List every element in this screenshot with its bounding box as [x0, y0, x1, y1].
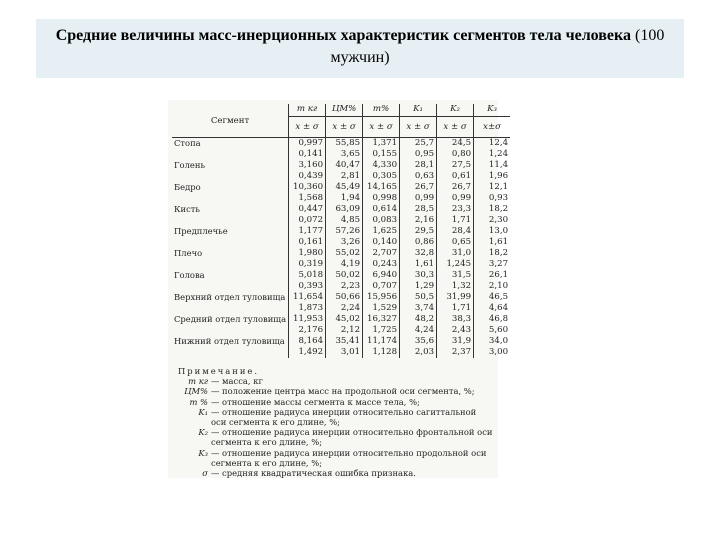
- table-cell: 1,873: [289, 303, 326, 314]
- table-cell: 35,6: [400, 336, 437, 347]
- table-cell: 0,93: [474, 193, 511, 204]
- table-cell: 2,30: [474, 215, 511, 226]
- table-cell: 5,60: [474, 325, 511, 336]
- table-cell: 40,47: [326, 160, 363, 171]
- table-row: [172, 314, 510, 325]
- table-cell: 55,02: [326, 248, 363, 259]
- table-row: [172, 193, 510, 204]
- segment-label: [172, 215, 289, 226]
- table-cell: 26,7: [400, 182, 437, 193]
- table-cell: 5,018: [289, 270, 326, 281]
- segment-label: [172, 325, 289, 336]
- table-cell: 3,00: [474, 347, 511, 358]
- column-header: K₃: [474, 104, 511, 117]
- table-row: [172, 138, 510, 150]
- table-cell: 1,529: [363, 303, 400, 314]
- table-row: [172, 204, 510, 215]
- table-cell: 46,5: [474, 292, 511, 303]
- stat-label: x ± σ: [400, 117, 437, 138]
- note-key: m кг: [188, 376, 208, 387]
- slide-title-bold: Средние величины масс-инерционных характеристик сегментов тела человека: [55, 27, 631, 44]
- table-cell: 3,27: [474, 259, 511, 270]
- table-cell: 26,1: [474, 270, 511, 281]
- table-cell: 1,61: [474, 237, 511, 248]
- segment-label: [172, 171, 289, 182]
- note-key: σ: [202, 468, 208, 479]
- table-cell: 1,371: [363, 138, 400, 150]
- notes-heading: Примечание.: [178, 366, 260, 376]
- table-row: [172, 347, 510, 358]
- table-cell: 24,5: [437, 138, 474, 150]
- segment-label: Верхний отдел туловища: [174, 292, 286, 302]
- slide-title: [36, 19, 684, 78]
- note-key: ЦМ%: [184, 386, 208, 397]
- table-cell: 1,128: [363, 347, 400, 358]
- table-cell: 50,66: [326, 292, 363, 303]
- table-row: [172, 149, 510, 160]
- inertia-table: [172, 104, 510, 358]
- table-cell: 1,94: [326, 193, 363, 204]
- table-cell: 38,3: [437, 314, 474, 325]
- table-cell: 1,177: [289, 226, 326, 237]
- table-cell: 8,164: [289, 336, 326, 347]
- table-cell: 57,26: [326, 226, 363, 237]
- table-cell: 45,49: [326, 182, 363, 193]
- stat-label: x ± σ: [289, 117, 326, 138]
- table-cell: 0,61: [437, 171, 474, 182]
- table-row: [172, 171, 510, 182]
- table-cell: 1,980: [289, 248, 326, 259]
- table-cell: 13,0: [474, 226, 511, 237]
- table-cell: 46,8: [474, 314, 511, 325]
- table-cell: 2,176: [289, 325, 326, 336]
- table-cell: 35,41: [326, 336, 363, 347]
- table-cell: 0,95: [400, 149, 437, 160]
- segment-label: [172, 281, 289, 292]
- table-cell: 0,86: [400, 237, 437, 248]
- table-cell: 2,16: [400, 215, 437, 226]
- table-cell: 11,4: [474, 160, 511, 171]
- table-cell: 0,997: [289, 138, 326, 150]
- table-cell: 2,43: [437, 325, 474, 336]
- segment-label: [172, 193, 289, 204]
- table-cell: 2,12: [326, 325, 363, 336]
- table-cell: 0,072: [289, 215, 326, 226]
- table-cell: 4,85: [326, 215, 363, 226]
- table-cell: 1,61: [400, 259, 437, 270]
- table-cell: 3,26: [326, 237, 363, 248]
- table-cell: 10,360: [289, 182, 326, 193]
- table-row: [172, 226, 510, 237]
- segment-label: Бедро: [174, 182, 201, 192]
- table-cell: 0,65: [437, 237, 474, 248]
- table-cell: 1,725: [363, 325, 400, 336]
- table-cell: 4,64: [474, 303, 511, 314]
- table-cell: 0,155: [363, 149, 400, 160]
- table-cell: 4,19: [326, 259, 363, 270]
- note-text: — средняя квадратическая ошибка признака.: [211, 468, 416, 479]
- segment-label: [172, 347, 289, 358]
- note-text: — отношение радиуса инерции относительно сагиттальной оси сегмента к его длине, %;: [211, 406, 477, 428]
- table-cell: 45,02: [326, 314, 363, 325]
- segment-label: [172, 303, 289, 314]
- table-cell: 4,330: [363, 160, 400, 171]
- table-cell: 0,393: [289, 281, 326, 292]
- table-cell: 11,174: [363, 336, 400, 347]
- table-cell: 15,956: [363, 292, 400, 303]
- note-text: — масса, кг: [211, 376, 263, 387]
- table-row: [172, 215, 510, 226]
- table-row: [172, 303, 510, 314]
- table-cell: 1,492: [289, 347, 326, 358]
- segment-label: Средний отдел туловища: [174, 314, 287, 324]
- stat-label: x ± σ: [363, 117, 400, 138]
- note-item: [174, 468, 494, 478]
- table-cell: 0,439: [289, 171, 326, 182]
- notes-list: [174, 376, 494, 478]
- table-cell: 0,80: [437, 149, 474, 160]
- slide-title-normal: (100 мужчин): [330, 27, 665, 66]
- table-cell: 6,940: [363, 270, 400, 281]
- table-cell: 16,327: [363, 314, 400, 325]
- table-cell: 55,85: [326, 138, 363, 150]
- table-cell: 50,02: [326, 270, 363, 281]
- table-cell: 25,7: [400, 138, 437, 150]
- table-cell: 1,245: [437, 259, 474, 270]
- table-cell: 0,63: [400, 171, 437, 182]
- table-cell: 50,5: [400, 292, 437, 303]
- table-cell: 3,65: [326, 149, 363, 160]
- column-header: m кг: [289, 104, 326, 117]
- table-cell: 4,24: [400, 325, 437, 336]
- table-cell: 1,568: [289, 193, 326, 204]
- table-cell: 31,5: [437, 270, 474, 281]
- table-cell: 0,707: [363, 281, 400, 292]
- table-cell: 31,9: [437, 336, 474, 347]
- table-row: [172, 237, 510, 248]
- table-cell: 0,243: [363, 259, 400, 270]
- table-cell: 2,23: [326, 281, 363, 292]
- table-cell: 27,5: [437, 160, 474, 171]
- table-cell: 2,24: [326, 303, 363, 314]
- note-text: — отношение радиуса инерции относительно фронтальной оси сегмента к его длине, %;: [211, 427, 493, 448]
- note-item: [174, 376, 494, 386]
- segment-label: Плечо: [174, 248, 203, 258]
- segment-label: Кисть: [174, 204, 200, 214]
- table-cell: 0,99: [437, 193, 474, 204]
- column-header: K₁: [400, 104, 437, 117]
- stat-label: x ± σ: [437, 117, 474, 138]
- table-cell: 28,1: [400, 160, 437, 171]
- table-row: [172, 292, 510, 303]
- table-cell: 2,81: [326, 171, 363, 182]
- table-cell: 34,0: [474, 336, 511, 347]
- segment-label: [172, 149, 289, 160]
- note-item: [174, 427, 494, 447]
- notes-block: [174, 366, 494, 478]
- table-cell: 3,160: [289, 160, 326, 171]
- table-cell: 31,0: [437, 248, 474, 259]
- table-cell: 3,74: [400, 303, 437, 314]
- table-cell: 2,37: [437, 347, 474, 358]
- table-cell: 11,654: [289, 292, 326, 303]
- note-item: [174, 448, 494, 468]
- table-row: [172, 336, 510, 347]
- stat-label: x ± σ: [326, 117, 363, 138]
- note-key: m %: [189, 396, 208, 407]
- table-header-row: [172, 104, 510, 117]
- table-row: [172, 325, 510, 336]
- table-cell: 1,24: [474, 149, 511, 160]
- column-header: ЦМ%: [326, 104, 363, 117]
- table-row: [172, 248, 510, 259]
- segment-header: Сегмент: [172, 104, 289, 138]
- table-cell: 0,998: [363, 193, 400, 204]
- table-row: [172, 281, 510, 292]
- segment-label: Голень: [174, 160, 206, 170]
- table-cell: 26,7: [437, 182, 474, 193]
- table-cell: 0,319: [289, 259, 326, 270]
- table-cell: 48,2: [400, 314, 437, 325]
- table-cell: 1,625: [363, 226, 400, 237]
- table-cell: 63,09: [326, 204, 363, 215]
- note-text: — отношение массы сегмента к массе тела, %;: [211, 396, 420, 407]
- table-cell: 1,71: [437, 303, 474, 314]
- table-cell: 32,8: [400, 248, 437, 259]
- table-cell: 1,71: [437, 215, 474, 226]
- table-cell: 1,96: [474, 171, 511, 182]
- column-header: m%: [363, 104, 400, 117]
- note-item: [174, 397, 494, 407]
- note-key: K₃: [198, 447, 208, 458]
- stat-label: x±σ: [474, 117, 511, 138]
- note-text: — положение центра масс на продольной оси сегмента, %;: [211, 386, 475, 397]
- note-item: [174, 386, 494, 396]
- table-cell: 0,305: [363, 171, 400, 182]
- segment-label: Нижний отдел туловища: [174, 336, 285, 346]
- table-cell: 28,4: [437, 226, 474, 237]
- table-cell: 12,4: [474, 138, 511, 150]
- table-cell: 29,5: [400, 226, 437, 237]
- segment-label: Предплечье: [174, 226, 228, 236]
- note-text: — отношение радиуса инерции относительно продольной оси сегмента к его длине, %;: [211, 447, 487, 468]
- table-row: [172, 160, 510, 171]
- table-body: [172, 138, 510, 359]
- table-cell: 1,32: [437, 281, 474, 292]
- table-cell: 0,99: [400, 193, 437, 204]
- segment-label: [172, 237, 289, 248]
- table-cell: 12,1: [474, 182, 511, 193]
- table-cell: 11,953: [289, 314, 326, 325]
- table-cell: 18,2: [474, 204, 511, 215]
- table-cell: 30,3: [400, 270, 437, 281]
- table-cell: 3,01: [326, 347, 363, 358]
- table-row: [172, 259, 510, 270]
- table-cell: 18,2: [474, 248, 511, 259]
- column-header: K₂: [437, 104, 474, 117]
- table-cell: 2,03: [400, 347, 437, 358]
- table-cell: 2,10: [474, 281, 511, 292]
- table-row: [172, 270, 510, 281]
- table-cell: 0,083: [363, 215, 400, 226]
- table-cell: 0,140: [363, 237, 400, 248]
- table-cell: 0,161: [289, 237, 326, 248]
- table-cell: 2,707: [363, 248, 400, 259]
- note-item: [174, 407, 494, 427]
- table-row: [172, 182, 510, 193]
- table-cell: 0,614: [363, 204, 400, 215]
- segment-label: Голова: [174, 270, 205, 280]
- table-cell: 23,3: [437, 204, 474, 215]
- table-cell: 14,165: [363, 182, 400, 193]
- note-key: K₂: [198, 427, 208, 438]
- table-cell: 28,5: [400, 204, 437, 215]
- note-key: K₁: [198, 406, 208, 417]
- table-cell: 31,99: [437, 292, 474, 303]
- segment-label: Стопа: [174, 138, 201, 148]
- table-cell: 1,29: [400, 281, 437, 292]
- segment-label: [172, 259, 289, 270]
- table-cell: 0,141: [289, 149, 326, 160]
- table-cell: 0,447: [289, 204, 326, 215]
